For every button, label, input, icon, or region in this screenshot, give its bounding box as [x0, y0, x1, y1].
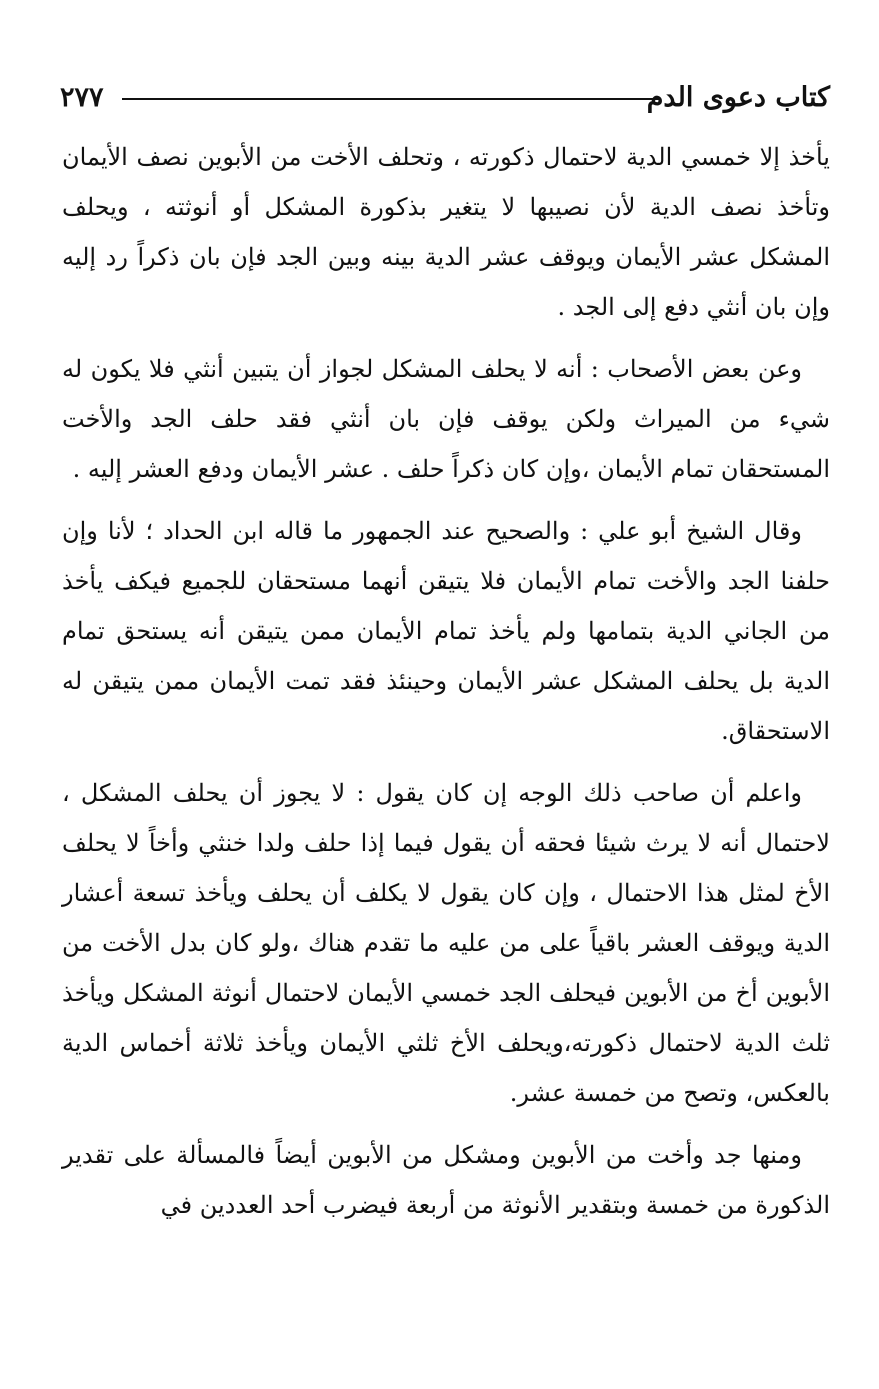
running-title: كتاب دعوى الدم [646, 82, 830, 113]
header-rule [122, 98, 660, 100]
paragraph: واعلم أن صاحب ذلك الوجه إن كان يقول : لا يجوز أن يحلف المشكل ، لاحتمال أنه لا يرث شيئا فحقه أن يقول فيما إذا حلف ولدا خنثي وأخاً لا يحلف الأخ لمثل هذا الاحتمال ، وإن كان يقول لا يكلف أن يحلف ويأخذ تسعة أعشار الدية ويوقف العشر باقياً على من عليه ما تقدم هناك ،ولو كان بدل الأخت من الأبوين أخ من الأبوين فيحلف الجد خمسي الأيمان لاحتمال أنوثة المشكل ويأخذ ثلث الدية لاحتمال ذكورته،ويحلف الأخ ثلثي الأيمان ويأخذ ثلاثة أخماس الدية بالعكس، وتصح من خمسة عشر. [62, 779, 830, 1107]
body-text [62, 132, 830, 1242]
paragraph: ومنها جد وأخت من الأبوين ومشكل من الأبوين أيضاً فالمسألة على تقدير الذكورة من خمسة وبتقدير الأنوثة من أربعة فيضرب أحد العددين في [62, 1141, 830, 1219]
paragraph: وعن بعض الأصحاب : أنه لا يحلف المشكل لجواز أن يتبين أنثي فلا يكون له شيء من الميراث ولكن يوقف فإن بان أنثي فقد حلف الجد والأخت المستحقان تمام الأيمان ،وإن كان ذكراً حلف . عشر الأيمان ودفع العشر إليه . [62, 355, 830, 483]
paragraph: يأخذ إلا خمسي الدية لاحتمال ذكورته ، وتحلف الأخت من الأبوين نصف الأيمان وتأخذ نصف الدية لأن نصيبها لا يتغير بذكورة المشكل أو أنوثته ، ويحلف المشكل عشر الأيمان ويوقف عشر الدية بينه وبين الجد فإن بان ذكراً رد إليه وإن بان أنثي دفع إلى الجد . [62, 143, 830, 321]
paragraph: وقال الشيخ أبو علي : والصحيح عند الجمهور ما قاله ابن الحداد ؛ لأنا وإن حلفنا الجد والأخت تمام الأيمان فلا يتيقن أنهما مستحقان للجميع فيكف يأخذ من الجاني الدية بتمامها ولم يأخذ تمام الأيمان ممن يتيقن أنه يستحق تمام الدية بل يحلف المشكل عشر الأيمان وحينئذ فقد تمت الأيمان ممن يتيقن له الاستحقاق. [62, 517, 830, 745]
page-header [60, 78, 830, 118]
page-number: ٢٧٧ [60, 82, 104, 113]
